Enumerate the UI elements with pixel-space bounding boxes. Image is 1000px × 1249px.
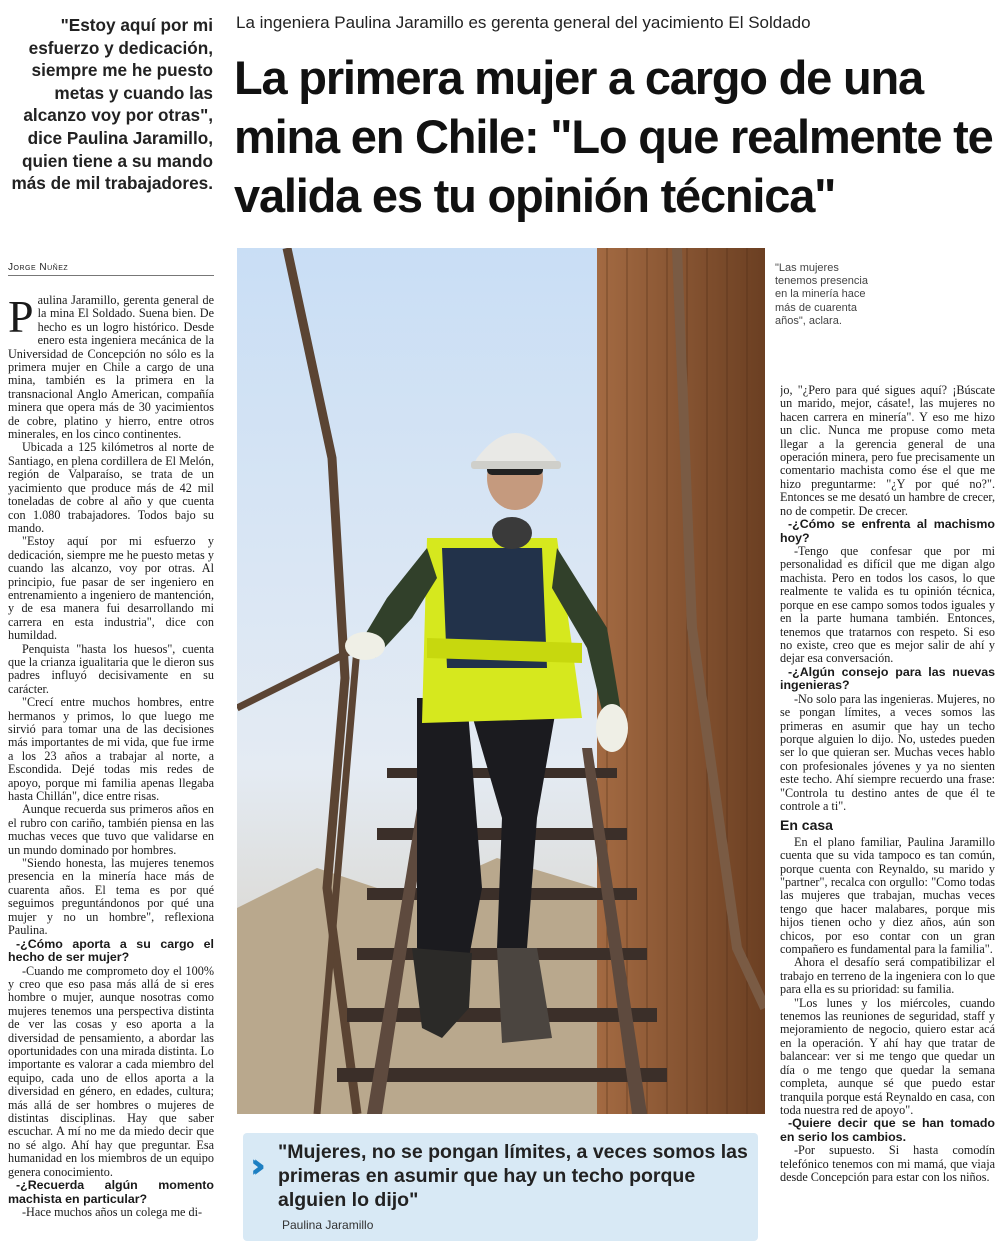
side-quote: "Estoy aquí por mi esfuerzo y dedicación, siempre me he puesto metas y cuando las alcanzo voy por otras", dice Paulina Jaramillo, quien tiene a su mando más de mil trabajadores.	[11, 15, 213, 194]
photo-miner-on-stairs	[237, 248, 765, 1114]
paragraph: -Hace muchos años un colega me di-	[22, 1205, 203, 1219]
interview-question: -¿Cómo aporta a su cargo el hecho de ser mujer?	[8, 936, 214, 964]
pull-quote-text: "Mujeres, no se pongan límites, a veces somos las primeras en asumir que hay un techo porque alguien lo dijo"	[278, 1141, 748, 1211]
paragraph: jo, "¿Pero para qué sigues aquí? ¡Búscate un marido, mejor, cásate!, las mujeres no hacen carrera en minería". Y eso me hizo un clic. Nunca me propuse como meta llegar a la gerencia general de una operación minera, pero fue precisamente un comentario machista como ése el que me hizo preguntarme: "¿Y por qué no?". Entonces se me desató un hambre de crecer, no de competir. De crecer.	[780, 384, 995, 518]
headline: La primera mujer a cargo de una mina en Chile: "Lo que realmente te valida es tu opinión técnica"	[234, 51, 993, 222]
interview-question: -¿Cómo se enfrenta al machismo hoy?	[780, 517, 995, 545]
interview-question: -¿Algún consejo para las nuevas ingenieras?	[780, 664, 995, 693]
paragraph: Ahora el desafío será compatibilizar el trabajo en terreno de la ingeniera con lo que para ella es su prioridad: su familia.	[780, 955, 995, 997]
paragraph: "Estoy aquí por mi esfuerzo y dedicación, siempre me he puesto metas y cuando las alcanzo, voy por otras. Al principio, fue pasar de ser ingeniero en entrenamiento a ingeniero de mantención, y de esa manera fui desarrollando mi carrera en esta industria", dice con humildad.	[8, 534, 214, 643]
paragraph: aulina Jaramillo, gerenta general de la mina El Soldado. Suena bien. De hecho es un logro histórico. Desde enero esta ingeniera mecánica de la Universidad de Concepción no sólo es la primera mujer en Chile a cargo de una mina, también es la primera en la transnacional Anglo American, compañía minera que opera más de 30 yacimientos de cobre, platino y hierro, entre otros minerales, en los cinco continentes.	[8, 294, 214, 442]
paragraph: "Crecí entre muchos hombres, entre hermanos y primos, lo que luego me sirvió para tomar una de las decisiones más importantes de mi vida, que fue irme a los 23 años a trabajar al norte, a Escondida. Dejé todas mis redes de apoyo, porque mi familia apenas llegaba hasta Chillán", dice entre risas.	[8, 695, 214, 804]
photo-illustration	[237, 248, 765, 1114]
paragraph: -Tengo que confesar que por mi personalidad es difícil que me digan algo machista. Pero en todos los casos, lo que realmente te valida es tu opinión técnica, porque en ese campo somos todos iguales y en la parte humana también. Entonces, tenemos que tratarnos con respeto. Si eso no existe, creo que es mejor salir de ahí y dejar esa conversación.	[780, 544, 995, 666]
paragraph: -Por supuesto. Si hasta comodín telefónico tenemos con mi mamá, que viaja desde Concepción para estar con los niños.	[780, 1143, 995, 1185]
paragraph: "Siendo honesta, las mujeres tenemos presencia en la minería hace más de cuarenta años. El tema es por qué seguimos preguntándonos por qué una mujer y no un hombre", reflexiona Paulina.	[8, 856, 214, 938]
drop-cap: P	[8, 294, 34, 342]
interview-question: -Quiere decir que se han tomado en serio los cambios.	[780, 1116, 995, 1144]
article-column-1	[8, 294, 214, 1244]
paragraph: En el plano familiar, Paulina Jaramillo cuenta que su vida tampoco es tan común, porque cuenta con Reynaldo, su marido y "partner", recalca con orgullo: "Como todas las mujeres que trabajan, muchas veces tengo que hacer malabares, porque mis hijos tienen ocho y diez años, aún son chicos, por eso contar con un gran compañero es fundamental para la familia".	[780, 834, 995, 957]
paragraph: Aunque recuerda sus primeros años en el rubro con cariño, también piensa en las muchas veces que tuvo que validarse en un mundo dominado por hombres.	[8, 802, 214, 857]
photo-caption: "Las mujeres tenemos presencia en la minería hace más de cuarenta años", aclara.	[775, 262, 868, 327]
paragraph: -No solo para las ingenieras. Mujeres, no se pongan límites, a veces somos las primeras en asumir que hay un techo porque alguien lo dijo. No, ustedes pueden ser lo que quieran ser. Muchas veces hablo con profesionales jóvenes y ya no sienten este techo. Ahí siempre recuerdo una frase: "Controla tu destino antes de que él te controle a ti".	[780, 691, 995, 813]
byline: Jorge Nuñez	[8, 262, 214, 276]
paragraph: -Cuando me comprometo doy el 100% y creo que eso pasa más allá de si eres hombre o mujer, aunque nosotras como mujeres tenemos una perspectiva distinta de ver las cosas y eso aporta a la diversidad de pensamiento, a abordar las oportunidades con una mirada distinta. Lo importante es valorar a cada miembro del equipo, cada uno de ellos aporta a la diversidad en género, en edades, cultura; más allá de ser hombres o mujeres de distintas disciplinas. Hay que saber escuchar. A mí no me da miedo decir que no sé algo. Ahí hay que preguntar. Esa humanidad en los miembros de un equipo genera conocimiento.	[8, 963, 214, 1179]
paragraph: Ubicada a 125 kilómetros al norte de Santiago, en plena cordillera de El Melón, región de Valparaíso, se trata de un yacimiento que produce más de 42 mil toneladas de cobre al año y que cuenta con 1.080 trabajadores. Todos bajo su mando.	[8, 440, 214, 535]
pull-quote-author: Paulina Jaramillo	[282, 1218, 374, 1232]
paragraph: Penquista "hasta los huesos", cuenta que la crianza igualitaria que le dieron sus padres influyó decisivamente en su carácter.	[8, 641, 214, 696]
interview-question: -¿Recuerda algún momento machista en particular?	[8, 1178, 214, 1206]
chevron-right-icon: ››	[250, 1146, 255, 1186]
paragraph: "Los lunes y los miércoles, cuando tenemos las reuniones de seguridad, staff y mejoramiento de negocio, quiero estar acá en la operación. Y ahí hay que tratar de balancear: ver si me tengo que quedar un día o me tengo que quedar la semana completa, aunque sé que puedo estar tranquila porque está Reynaldo en casa, con toda nuestra red de apoyo".	[780, 995, 995, 1117]
section-heading: En casa	[780, 817, 833, 834]
kicker: La ingeniera Paulina Jaramillo es gerenta general del yacimiento El Soldado	[236, 13, 811, 32]
article-column-2	[780, 384, 995, 1244]
